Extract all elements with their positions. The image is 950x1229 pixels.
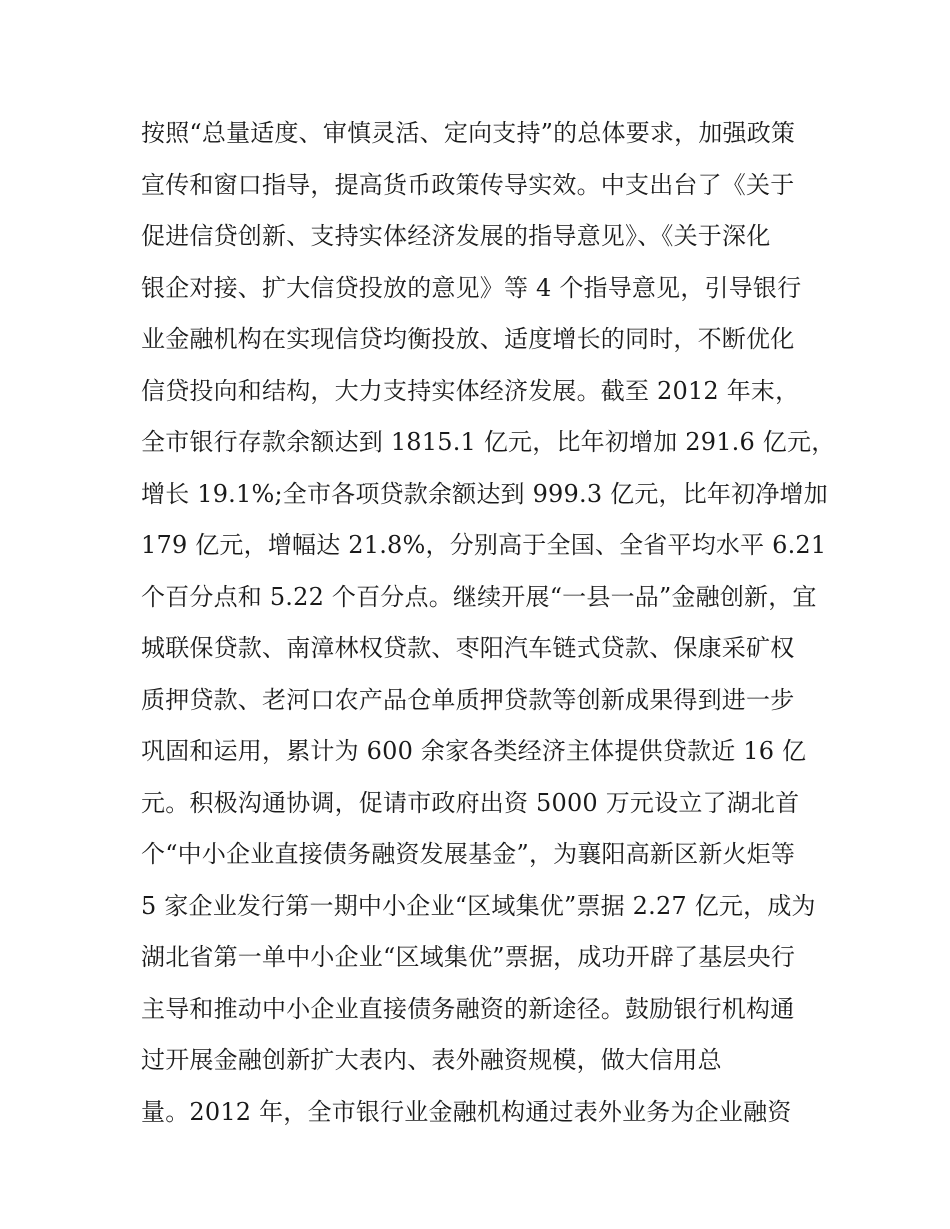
text-line: 湖北省第一单中小企业“区域集优”票据，成功开辟了基层央行 [141, 943, 796, 971]
text-line: 宣传和窗口指导，提高货币政策传导实效。中支出台了《关于 [141, 170, 795, 199]
text-line: 元。积极沟通协调，促请市政府出资 5000 万元设立了湖北首 [141, 788, 800, 817]
text-line: 5 家企业发行第一期中小企业“区域集优”票据 2.27 亿元，成为 [141, 891, 816, 920]
text-line: 过开展金融创新扩大表内、表外融资规模，做大信用总 [141, 1046, 722, 1074]
text-line: 增长 19.1%;全市各项贷款余额达到 999.3 亿元，比年初净增加 [141, 479, 828, 508]
text-line: 银企对接、扩大信贷投放的意见》等 4 个指导意见，引导银行 [141, 273, 802, 302]
text-line: 巩固和运用，累计为 600 余家各类经济主体提供贷款近 16 亿 [141, 737, 807, 765]
body-paragraph [141, 108, 836, 1138]
text-line: 全市银行存款余额达到 1815.1 亿元，比年初增加 291.6 亿元， [141, 428, 836, 456]
text-line: 促进信贷创新、支持实体经济发展的指导意见》、《关于深化 [141, 222, 771, 250]
text-line: 按照“总量适度、审慎灵活、定向支持”的总体要求，加强政策 [141, 119, 796, 147]
text-line: 个百分点和 5.22 个百分点。继续开展“一县一品”金融创新，宜 [141, 582, 817, 611]
text-line: 主导和推动中小企业直接债务融资的新途径。鼓励银行机构通 [141, 994, 795, 1023]
text-line: 质押贷款、老河口农产品仓单质押贷款等创新成果得到进一步 [141, 685, 795, 714]
text-line: 179 亿元，增幅达 21.8%，分别高于全国、全省平均水平 6.21 [141, 531, 827, 559]
text-line: 城联保贷款、南漳林权贷款、枣阳汽车链式贷款、保康采矿权 [141, 634, 795, 662]
text-line: 个“中小企业直接债务融资发展基金”，为襄阳高新区新火炬等 [141, 840, 796, 868]
text-line: 信贷投向和结构，大力支持实体经济发展。截至 2012 年末， [141, 376, 800, 405]
text-line: 量。2012 年，全市银行业金融机构通过表外业务为企业融资 [141, 1097, 792, 1126]
text-line: 业金融机构在实现信贷均衡投放、适度增长的同时，不断优化 [141, 325, 795, 353]
